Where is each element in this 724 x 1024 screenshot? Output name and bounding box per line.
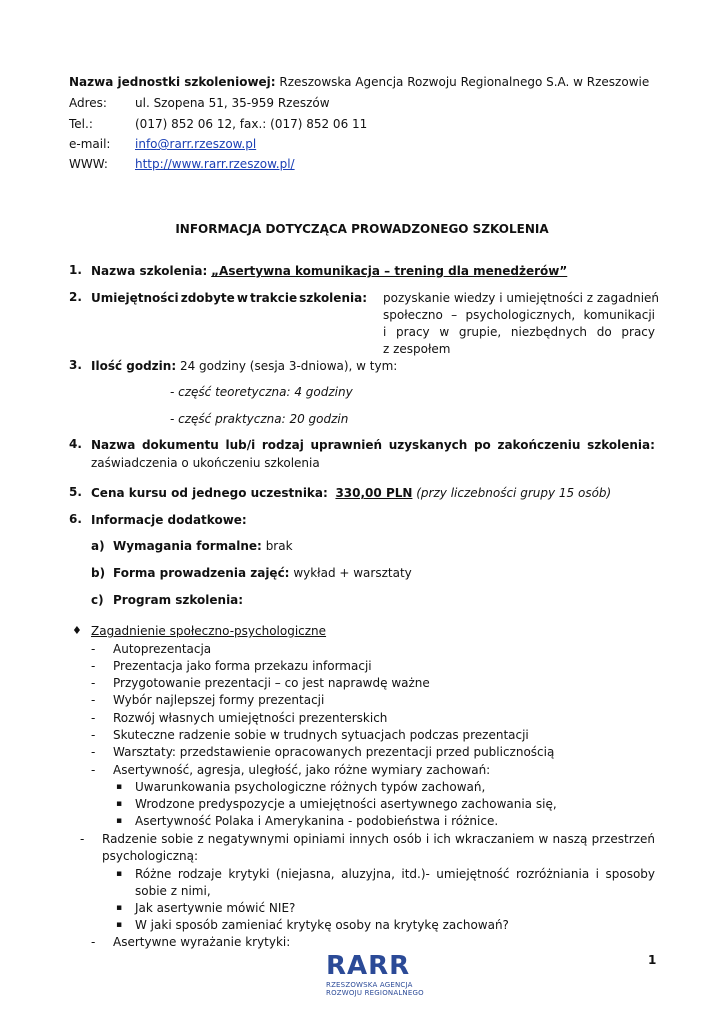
item-number: 5. xyxy=(69,485,82,499)
list-item: Warsztaty: przedstawienie opracowanych prezentacji przed publicznością xyxy=(113,745,555,759)
form-value: wykład + warsztaty xyxy=(293,566,412,580)
criticism-line-1: Radzenie sobie z negatywnymi opiniami innych osób i ich wkraczaniem w naszą przestrzeń xyxy=(102,832,655,846)
dash-bullet: - xyxy=(91,659,96,673)
doc-label: Nazwa dokumentu lub/i rodzaj uprawnień uzyskanych po zakończeniu szkolenia: xyxy=(91,438,655,452)
logo-line-1: RZESZOWSKA AGENCJA xyxy=(326,981,413,989)
phone-label: Tel.: xyxy=(69,117,93,131)
skills-label: Umiejętności zdobyte w trakcie szkolenia: xyxy=(91,291,367,305)
address-value: ul. Szopena 51, 35-959 Rzeszów xyxy=(135,96,330,110)
hours-practice: - część praktyczna: 20 godzin xyxy=(170,412,349,426)
item-number: 6. xyxy=(69,512,82,526)
address-label: Adres: xyxy=(69,96,107,110)
dash-bullet: - xyxy=(91,642,96,656)
sub-list-item: Wrodzone predyspozycje a umiejętności asertywnego zachowania się, xyxy=(135,797,557,811)
sub-marker-b: b) xyxy=(91,566,106,580)
sub-list-item: Jak asertywnie mówić NIE? xyxy=(135,901,296,915)
logo-line-2: ROZWOJU REGIONALNEGO xyxy=(326,989,424,997)
page-title: INFORMACJA DOTYCZĄCA PROWADZONEGO SZKOLENIA xyxy=(175,222,549,236)
course-name-value: „Asertywna komunikacja – trening dla menedżerów” xyxy=(211,264,568,278)
square-bullet-icon: ▪ xyxy=(116,799,123,809)
dash-bullet: - xyxy=(91,693,96,707)
sub-list-item-cont: sobie z nimi, xyxy=(135,884,211,898)
item-number: 1. xyxy=(69,263,82,277)
requirements-line xyxy=(113,538,293,554)
square-bullet-icon: ▪ xyxy=(116,920,123,930)
skills-text-2: społeczno – psychologicznych, komunikacji xyxy=(383,308,655,322)
item-number: 4. xyxy=(69,437,82,451)
email-link[interactable]: info@rarr.rzeszow.pl xyxy=(135,137,257,151)
list-item: Asertywne wyrażanie krytyki: xyxy=(113,935,291,949)
list-item: Asertywność, agresja, uległość, jako różne wymiary zachowań: xyxy=(113,763,491,777)
item-number: 3. xyxy=(69,358,82,372)
square-bullet-icon: ▪ xyxy=(116,869,123,879)
page-number: 1 xyxy=(648,953,657,967)
skills-text-4: z zespołem xyxy=(383,342,451,356)
skills-line-1 xyxy=(383,290,660,306)
dash-bullet: - xyxy=(91,711,96,725)
dash-bullet: - xyxy=(91,676,96,690)
dash-bullet: - xyxy=(80,832,85,846)
sub-list-item: W jaki sposób zamieniać krytykę osoby na krytykę zachowań? xyxy=(135,918,509,932)
price-value: 330,00 PLN xyxy=(335,486,413,500)
course-name-label: Nazwa szkolenia: xyxy=(91,264,208,278)
dash-bullet: - xyxy=(91,728,96,742)
hours-line xyxy=(91,358,397,374)
list-item: Autoprezentacja xyxy=(113,642,212,656)
list-item: Wybór najlepszej formy prezentacji xyxy=(113,693,325,707)
program-topic: Zagadnienie społeczno-psychologiczne xyxy=(91,624,327,638)
list-item: Rozwój własnych umiejętności prezenterskich xyxy=(113,711,388,725)
price-note: (przy liczebności grupy 15 osób) xyxy=(416,486,612,500)
requirements-value: brak xyxy=(265,539,293,553)
diamond-bullet-icon: ♦ xyxy=(72,624,82,637)
skills-text-3: i pracy w grupie, niezbędnych do pracy xyxy=(383,325,655,339)
unit-label: Nazwa jednostki szkoleniowej: xyxy=(69,75,276,89)
price-label: Cena kursu od jednego uczestnika: xyxy=(91,486,328,500)
skills-line-3 xyxy=(383,324,655,340)
hours-label: Ilość godzin: xyxy=(91,359,177,373)
dash-bullet: - xyxy=(91,763,96,777)
program-label: Program szkolenia: xyxy=(113,593,244,607)
square-bullet-icon: ▪ xyxy=(116,782,123,792)
sub-list-item: Asertywność Polaka i Amerykanina - podobieństwa i różnice. xyxy=(135,814,499,828)
unit-line xyxy=(69,74,649,90)
email-label: e-mail: xyxy=(69,137,111,151)
sub-list-item: Różne rodzaje krytyki (niejasna, aluzyjna, itd.)- umiejętność rozróżniania i sposoby xyxy=(135,867,655,881)
square-bullet-icon: ▪ xyxy=(116,816,123,826)
criticism-line-2: psychologiczną: xyxy=(102,849,199,863)
phone-value: (017) 852 06 12, fax.: (017) 852 06 11 xyxy=(135,117,368,131)
hours-theory: - część teoretyczna: 4 godziny xyxy=(170,385,353,399)
doc-value: zaświadczenia o ukończeniu szkolenia xyxy=(91,456,320,470)
course-name xyxy=(91,263,567,279)
sub-list-item: Uwarunkowania psychologiczne różnych typów zachowań, xyxy=(135,780,486,794)
price-line xyxy=(91,485,611,501)
skills-text-1: pozyskanie wiedzy i umiejętności z zagadnień xyxy=(383,291,660,305)
list-item: Prezentacja jako forma przekazu informacji xyxy=(113,659,372,673)
requirements-label: Wymagania formalne: xyxy=(113,539,262,553)
square-bullet-icon: ▪ xyxy=(116,903,123,913)
www-label: WWW: xyxy=(69,157,108,171)
sub-marker-c: c) xyxy=(91,593,104,607)
skills-line-2 xyxy=(383,307,655,323)
list-item: Skuteczne radzenie sobie w trudnych sytuacjach podczas prezentacji xyxy=(113,728,529,742)
form-line xyxy=(113,565,412,581)
www-link[interactable]: http://www.rarr.rzeszow.pl/ xyxy=(135,157,295,171)
extra-label: Informacje dodatkowe: xyxy=(91,513,247,527)
unit-value: Rzeszowska Agencja Rozwoju Regionalnego S.A. w Rzeszowie xyxy=(279,75,650,89)
list-item: Przygotowanie prezentacji – co jest naprawdę ważne xyxy=(113,676,430,690)
dash-bullet: - xyxy=(91,935,96,949)
sub-marker-a: a) xyxy=(91,539,105,553)
hours-value: 24 godziny (sesja 3-dniowa), w tym: xyxy=(179,359,398,373)
form-label: Forma prowadzenia zajęć: xyxy=(113,566,290,580)
dash-bullet: - xyxy=(91,745,96,759)
rarr-logo: RARR xyxy=(326,951,411,981)
item-number: 2. xyxy=(69,290,82,304)
